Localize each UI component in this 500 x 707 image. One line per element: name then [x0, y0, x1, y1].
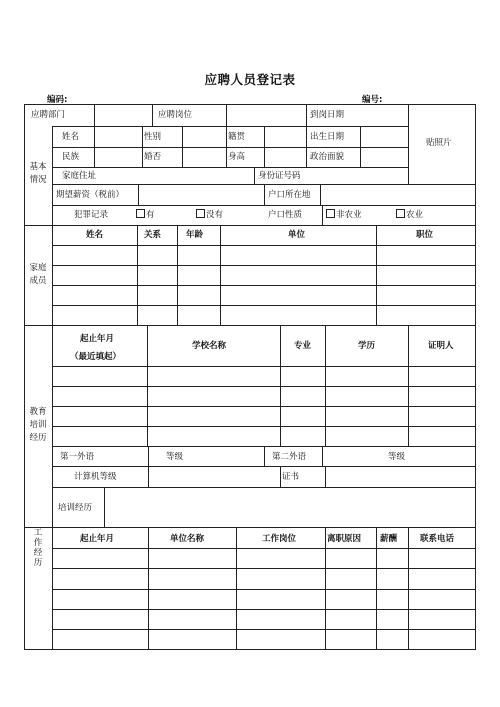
grid-line [376, 225, 377, 325]
grid-line [376, 527, 377, 649]
edu-col-witness: 证明人 [428, 341, 454, 351]
form-title: 应聘人员登记表 [204, 72, 296, 87]
edu-col-major: 专业 [294, 341, 312, 351]
registration-form [24, 104, 476, 650]
grid-line [148, 527, 149, 649]
hukou-opt-nonfarm[interactable]: 非农业 [326, 207, 362, 223]
edu-col-period: 起止年月 [80, 334, 115, 344]
grid-line [475, 104, 476, 650]
code-label: 编码: [47, 95, 68, 105]
grid-line [306, 126, 307, 167]
marital-label: 婚否 [144, 152, 162, 162]
work-col-post: 工作岗位 [262, 534, 297, 544]
grid-line [254, 167, 255, 184]
ethnicity-label: 民族 [62, 152, 80, 162]
grid-line [306, 104, 307, 126]
checkbox-nonfarm[interactable] [326, 209, 335, 218]
grid-line [52, 426, 476, 427]
position-label: 应聘岗位 [158, 110, 193, 120]
grid-line [52, 568, 476, 569]
grid-line [148, 466, 149, 487]
birth-date-label: 出生日期 [310, 132, 345, 142]
gender-label: 性别 [144, 132, 162, 142]
photo-label: 贴照片 [426, 138, 452, 148]
checkbox-none[interactable] [196, 209, 205, 218]
level2-label: 等级 [388, 452, 406, 462]
grid-line [280, 325, 281, 446]
grid-line [325, 466, 326, 487]
grid-line [24, 225, 476, 226]
checkbox-farm[interactable] [396, 209, 405, 218]
grid-line [264, 126, 265, 167]
family-col-name: 姓名 [86, 230, 104, 240]
edu-col-degree: 学历 [358, 341, 376, 351]
name-label: 姓名 [62, 132, 80, 142]
grid-line [52, 548, 476, 549]
start-date-label: 到岗日期 [310, 110, 345, 120]
grid-line [94, 104, 95, 126]
family-col-relation: 关系 [144, 230, 162, 240]
grid-line [52, 487, 476, 488]
work-col-salary: 薪酬 [380, 534, 398, 544]
certificate-label: 证书 [282, 472, 300, 482]
grid-line [104, 487, 105, 527]
grid-line [52, 265, 476, 266]
grid-line [138, 184, 139, 205]
work-col-reason: 离职原因 [327, 534, 362, 544]
grid-line [408, 325, 409, 446]
grid-line [52, 245, 476, 246]
grid-line [52, 386, 476, 387]
grid-line [177, 225, 178, 325]
edu-col-period-note: （最近填起） [70, 352, 122, 362]
grid-line [220, 225, 221, 325]
training-label: 培训经历 [58, 503, 93, 513]
grid-line [52, 147, 408, 148]
height-label: 身高 [228, 152, 246, 162]
grid-line [226, 126, 227, 167]
checkbox-have[interactable] [136, 209, 145, 218]
work-col-phone: 联系电话 [420, 534, 455, 544]
section-work: 工 作 经 历 [33, 528, 43, 568]
section-education: 教育 培训 经历 [29, 407, 47, 443]
grid-line [24, 649, 476, 650]
grid-line [52, 126, 408, 127]
section-basic: 基本 情况 [29, 162, 47, 185]
level1-label: 等级 [166, 452, 184, 462]
id-number-label: 身份证号码 [258, 171, 301, 181]
work-col-period: 起止年月 [80, 534, 115, 544]
work-col-employer: 单位名称 [170, 534, 205, 544]
grid-line [52, 609, 476, 610]
lang1-label: 第一外语 [60, 452, 95, 462]
grid-line [94, 126, 95, 167]
hukou-location-label: 户口所在地 [268, 190, 311, 200]
computer-label: 计算机等级 [74, 472, 117, 482]
family-col-employer: 单位 [288, 230, 306, 240]
criminal-opt-none[interactable]: 没有 [196, 207, 223, 223]
grid-line [322, 446, 323, 466]
grid-line [148, 446, 149, 466]
grid-line [52, 126, 53, 650]
grid-line [137, 225, 138, 325]
grid-line [52, 466, 476, 467]
criminal-opt-have[interactable]: 有 [136, 207, 155, 223]
dept-label: 应聘部门 [31, 110, 66, 120]
grid-line [408, 527, 409, 649]
grid-line [52, 366, 476, 367]
grid-line [152, 104, 153, 126]
grid-line [52, 205, 476, 206]
hukou-type-label: 户口性质 [268, 210, 303, 220]
political-label: 政治面貌 [310, 152, 345, 162]
grid-line [236, 527, 237, 649]
lang2-label: 第二外语 [272, 452, 307, 462]
grid-line [320, 184, 321, 205]
family-col-title: 职位 [416, 230, 434, 240]
grid-line [142, 126, 143, 167]
grid-line [52, 167, 408, 168]
grid-line [52, 589, 476, 590]
number-label: 编号: [362, 95, 383, 105]
grid-line [408, 104, 409, 184]
edu-col-school: 学校名称 [192, 341, 227, 351]
family-col-age: 年龄 [186, 230, 204, 240]
grid-line [52, 406, 476, 407]
grid-line [325, 325, 326, 446]
section-family: 家庭 成员 [29, 263, 47, 286]
grid-line [360, 126, 361, 167]
grid-line [226, 104, 227, 126]
grid-line [322, 205, 323, 225]
grid-line [52, 285, 476, 286]
grid-line [280, 466, 281, 487]
grid-line [52, 305, 476, 306]
grid-line [325, 527, 326, 649]
grid-line [182, 126, 183, 167]
grid-line [147, 325, 148, 446]
grid-line [264, 184, 265, 205]
grid-line [52, 629, 476, 630]
native-place-label: 籍贯 [228, 132, 246, 142]
grid-line [264, 446, 265, 466]
salary-label: 期望薪资（税前） [56, 190, 125, 200]
address-label: 家庭住址 [62, 171, 97, 181]
criminal-label: 犯罪记录 [74, 210, 109, 220]
hukou-opt-farm[interactable]: 农业 [396, 207, 423, 223]
